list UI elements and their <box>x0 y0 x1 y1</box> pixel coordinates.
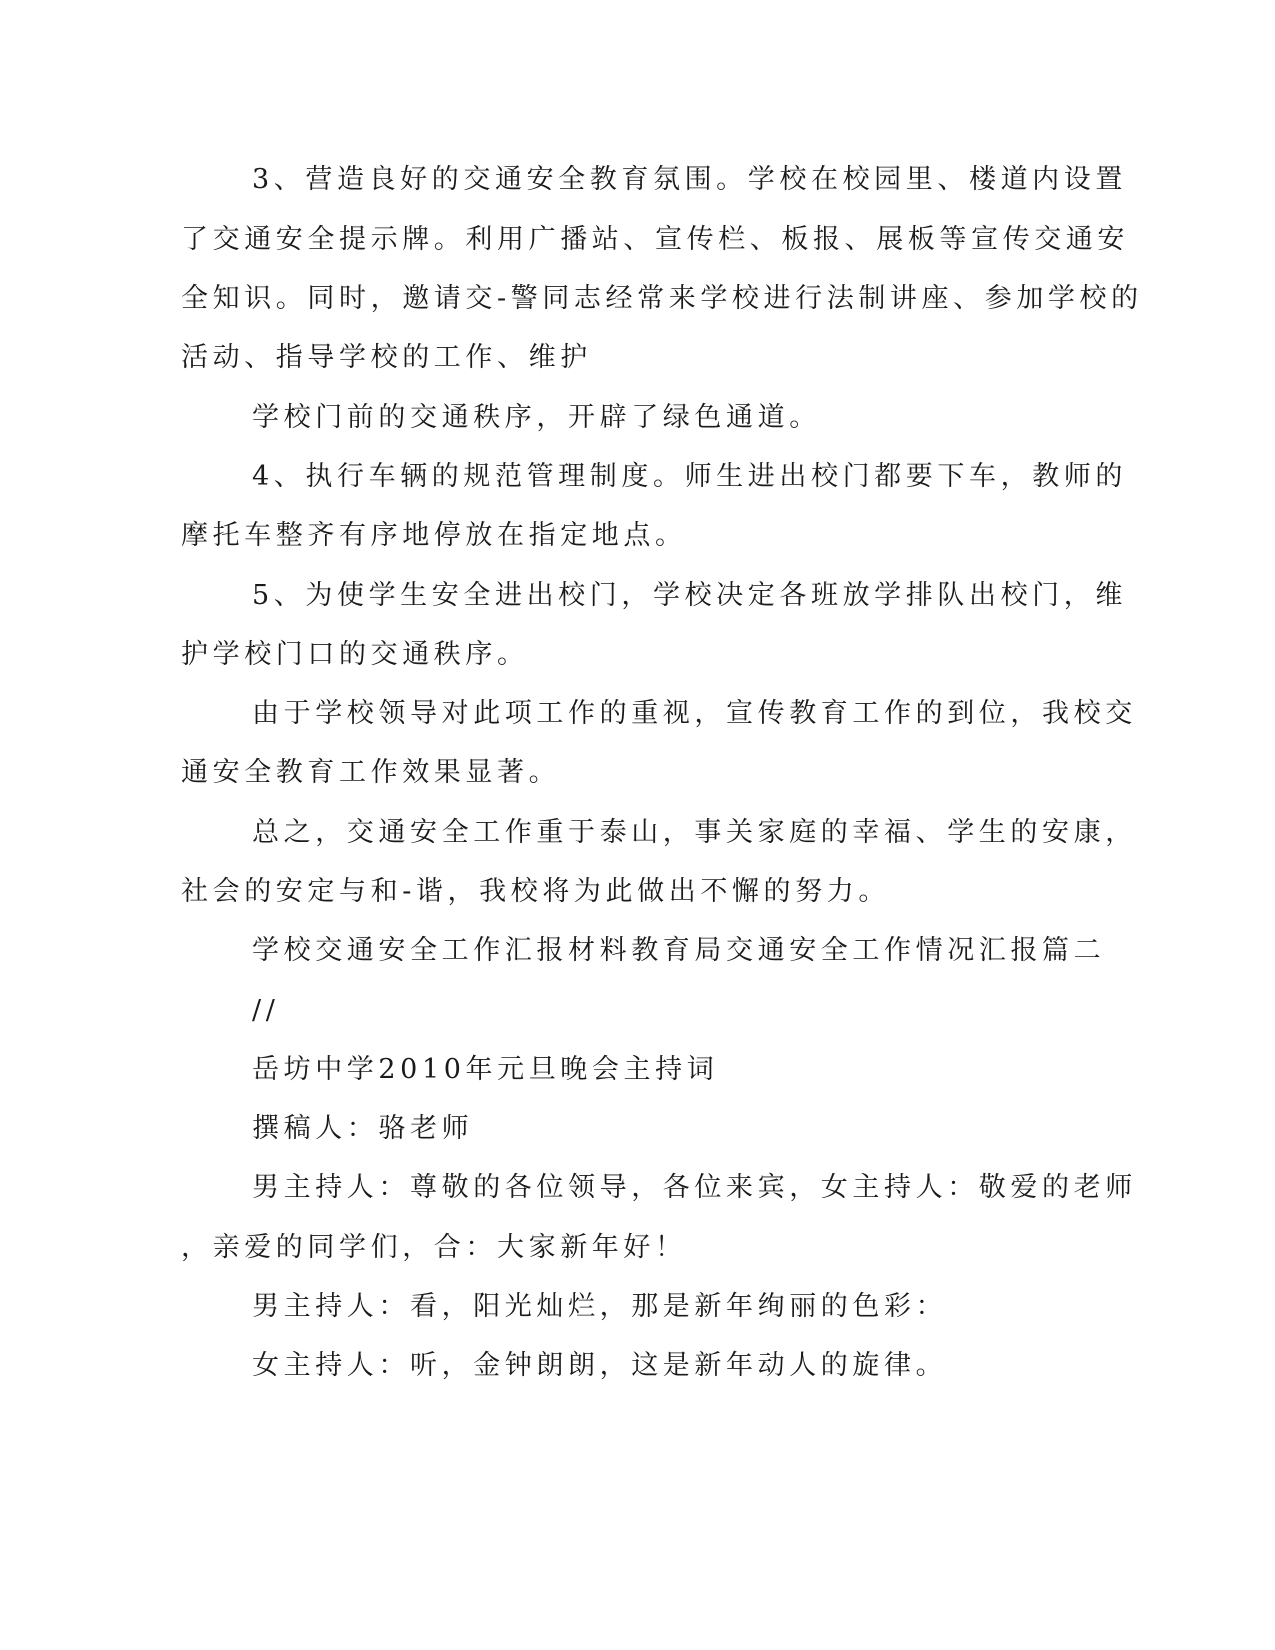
dialogue-line-1-continuation: ，亲爱的同学们，合：大家新年好！ <box>181 1232 687 1263</box>
paragraph-3-line-2: 了交通安全提示牌。利用广播站、宣传栏、板报、展板等宣传交通安 <box>181 224 1129 255</box>
paragraph-4-line-1: 4、执行车辆的规范管理制度。师生进出校门都要下车，教师的 <box>252 461 1127 492</box>
paragraph-3-line-4: 活动、指导学校的工作、维护 <box>181 342 592 373</box>
conclusion-paragraph-line-1: 总之，交通安全工作重于泰山，事关家庭的幸福、学生的安康， <box>252 817 1137 848</box>
separator-slashes: // <box>252 995 280 1026</box>
dialogue-line-1: 男主持人：尊敬的各位领导，各位来宾，女主持人：敬爱的老师 <box>252 1172 1137 1203</box>
result-paragraph-line-1: 由于学校领导对此项工作的重视，宣传教育工作的到位，我校交 <box>252 698 1137 729</box>
paragraph-4-line-2: 摩托车整齐有序地停放在指定地点。 <box>181 520 687 551</box>
conclusion-paragraph-line-2: 社会的安定与和-谐，我校将为此做出不懈的努力。 <box>181 876 890 907</box>
dialogue-line-3: 女主持人：听，金钟朗朗，这是新年动人的旋律。 <box>252 1350 948 1381</box>
paragraph-5-line-2: 护学校门口的交通秩序。 <box>181 639 529 670</box>
result-paragraph-line-2: 通安全教育工作效果显著。 <box>181 757 561 788</box>
paragraph-3-line-3: 全知识。同时，邀请交-警同志经常来学校进行法制讲座、参加学校的 <box>181 283 1143 314</box>
dialogue-line-2: 男主持人：看，阳光灿烂，那是新年绚丽的色彩： <box>252 1291 948 1322</box>
paragraph-3-continuation: 学校门前的交通秩序，开辟了绿色通道。 <box>252 402 821 433</box>
paragraph-3-line-1: 3、营造良好的交通安全教育氛围。学校在校园里、楼道内设置 <box>252 164 1127 195</box>
section-heading: 学校交通安全工作汇报材料教育局交通安全工作情况汇报篇二 <box>252 935 1106 966</box>
speech-title: 岳坊中学2010年元旦晚会主持词 <box>252 1054 719 1085</box>
author-line: 撰稿人：骆老师 <box>252 1113 474 1144</box>
paragraph-5-line-1: 5、为使学生安全进出校门，学校决定各班放学排队出校门，维 <box>252 580 1127 611</box>
